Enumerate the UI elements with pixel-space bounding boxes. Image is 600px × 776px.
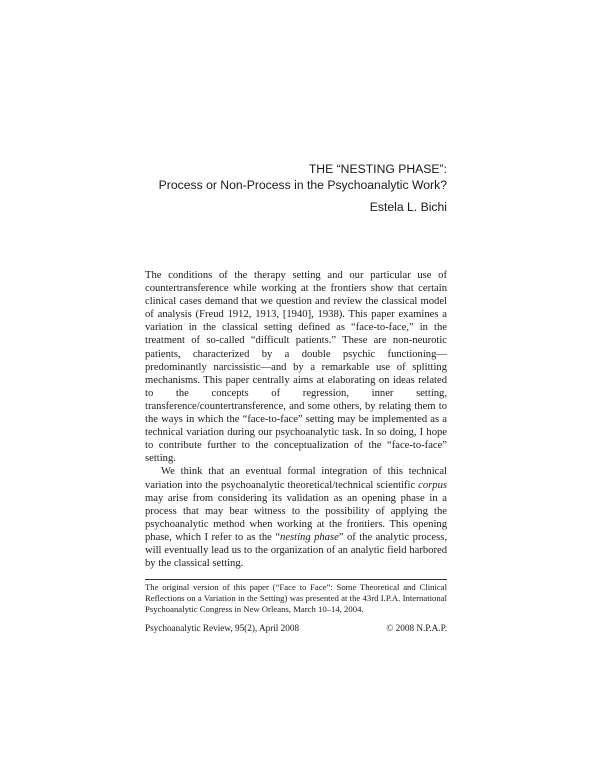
- paragraph-2-part-c: ” of the analytic process, will eventually lead us to the organization of an analytic field harbored by the classical setting.: [145, 531, 448, 570]
- title-line-1: THE “NESTING PHASE”:: [308, 162, 447, 176]
- footnote-divider: [145, 579, 447, 580]
- footnote: The original version of this paper (“Face to Face”: Some Theoretical and Clinical Reflections on a Variation in the Setting) was presented at the 43rd I.P.A. International Psychoanalytic Congress in New Orleans, March 10–14, 2004.: [145, 582, 447, 614]
- paragraph-2-part-b: may arise from considering its validation as an opening phase in a process that may bear witness to the possibility of applying the psychoanalytic method when working at the frontiers. This opening phase, which I refer to as the “: [145, 492, 447, 543]
- page-footer: [145, 623, 447, 633]
- body-text: [145, 269, 447, 570]
- paragraph-2: [145, 465, 447, 570]
- paper-title: [159, 161, 447, 193]
- paragraph-1: The conditions of the therapy setting and our particular use of countertransference while working at the frontiers show that certain clinical cases demand that we question and review the classical model of analysis (Freud 1912, 1913, [1940], 1938). This paper examines a variation in the classical setting defined as “face-to-face,” in the treatment of so-called “difficult patients.” These are non-neurotic patients, characterized by a double psychic functioning—predominantly narcissistic—and by a remarkable use of splitting mechanisms. This paper centrally aims at elaborating on ideas related to the concepts of regression, inner setting, transference/countertransference, and some others, by relating them to the ways in which the “face-to-face” setting may be implemented as a technical variation during our psychoanalytic task. In so doing, I hope to contribute further to the conceptualization of the “face-to-face” setting.: [145, 270, 447, 465]
- journal-citation: Psychoanalytic Review, 95(2), April 2008: [145, 623, 300, 633]
- copyright-notice: © 2008 N.P.A.P.: [386, 623, 447, 633]
- nesting-phase-term: nesting phase: [280, 531, 339, 543]
- author-name: Estela L. Bichi: [369, 200, 447, 214]
- title-line-2: Process or Non-Process in the Psychoanalytic Work?: [158, 178, 447, 192]
- corpus-term: corpus: [418, 479, 447, 491]
- paragraph-2-part-a: We think that an eventual formal integration of this technical variation into the psychoanalytic theoretical/technical scientific: [145, 466, 447, 491]
